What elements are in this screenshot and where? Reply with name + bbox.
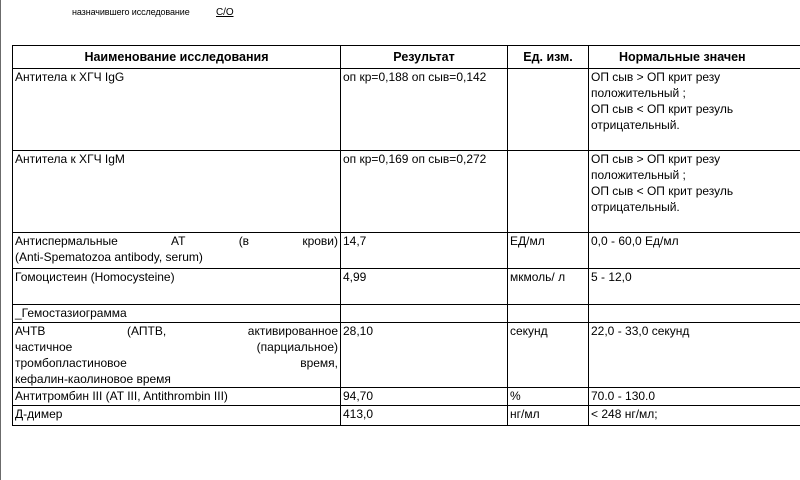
test-name-line: Антиспермальные АТ (в крови) bbox=[15, 234, 338, 248]
column-header-unit: Ед. изм. bbox=[508, 46, 589, 69]
test-name-line: (Anti-Spematozoa antibody, serum) bbox=[15, 250, 203, 264]
result-cell: 28,10 bbox=[341, 323, 508, 388]
test-name-line: Антитромбин III (AT III, Antithrombin III) bbox=[15, 389, 228, 403]
unit-cell: мкмоль/ л bbox=[508, 269, 589, 305]
test-name-line: АЧТВ (АПТВ, активированное bbox=[15, 324, 338, 338]
reference-line: 22,0 - 33,0 секунд bbox=[591, 324, 690, 338]
reference-cell bbox=[589, 151, 800, 233]
test-name-cell bbox=[13, 406, 341, 426]
page-left-edge bbox=[0, 0, 1, 480]
column-header-result: Результат bbox=[341, 46, 508, 69]
reference-line: < 248 нг/мл; bbox=[591, 407, 658, 421]
referral-value: С/О bbox=[216, 7, 234, 18]
reference-line: положительный ; bbox=[591, 86, 686, 100]
test-name-line: Антитела к ХГЧ IgM bbox=[15, 152, 125, 166]
result-cell: 14,7 bbox=[341, 233, 508, 269]
test-name-cell bbox=[13, 69, 341, 151]
reference-line: положительный ; bbox=[591, 168, 686, 182]
test-name-line: кефалин-каолиновое время bbox=[15, 372, 171, 386]
results-table bbox=[12, 45, 800, 426]
reference-line: ОП сыв < ОП крит резуль bbox=[591, 184, 734, 198]
table-row bbox=[13, 323, 800, 388]
table-row bbox=[13, 406, 800, 426]
test-name-line: _Гемостазиограмма bbox=[15, 306, 127, 320]
test-name-line: Д-димер bbox=[15, 407, 63, 421]
reference-cell bbox=[589, 69, 800, 151]
referral-note bbox=[72, 7, 234, 18]
result-cell: 94,70 bbox=[341, 388, 508, 406]
results-table-wrap bbox=[12, 45, 800, 480]
test-name-line: Антитела к ХГЧ IgG bbox=[15, 70, 125, 84]
reference-line: ОП сыв > ОП крит резу bbox=[591, 152, 721, 166]
reference-line: ОП сыв < ОП крит резуль bbox=[591, 102, 734, 116]
table-row bbox=[13, 69, 800, 151]
test-name-cell bbox=[13, 388, 341, 406]
result-cell: оп кр=0,188 оп сыв=0,142 bbox=[341, 69, 508, 151]
reference-cell bbox=[589, 233, 800, 269]
test-name-line: Гомоцистеин (Homocysteine) bbox=[15, 270, 175, 284]
result-cell: 413,0 bbox=[341, 406, 508, 426]
reference-cell bbox=[589, 323, 800, 388]
test-name-cell bbox=[13, 233, 341, 269]
unit-cell bbox=[508, 305, 589, 323]
reference-line: отрицательный. bbox=[591, 200, 680, 214]
unit-cell bbox=[508, 151, 589, 233]
reference-cell bbox=[589, 305, 800, 323]
table-row bbox=[13, 269, 800, 305]
test-name-cell bbox=[13, 323, 341, 388]
test-name-cell bbox=[13, 269, 341, 305]
unit-cell: ЕД/мл bbox=[508, 233, 589, 269]
referral-label: назначившего исследование bbox=[72, 7, 190, 17]
table-row bbox=[13, 305, 800, 323]
reference-line: 5 - 12,0 bbox=[591, 270, 632, 284]
test-name-cell bbox=[13, 305, 341, 323]
unit-cell bbox=[508, 69, 589, 151]
table-row bbox=[13, 151, 800, 233]
reference-line: отрицательный. bbox=[591, 118, 680, 132]
test-name-line: частичное (парциальное) bbox=[15, 340, 338, 354]
table-row bbox=[13, 233, 800, 269]
reference-line: ОП сыв > ОП крит резу bbox=[591, 70, 721, 84]
table-header-row bbox=[13, 46, 800, 69]
unit-cell: % bbox=[508, 388, 589, 406]
column-header-reference: Нормальные значен bbox=[589, 46, 800, 69]
reference-cell bbox=[589, 406, 800, 426]
table-row bbox=[13, 388, 800, 406]
unit-cell: секунд bbox=[508, 323, 589, 388]
test-name-cell bbox=[13, 151, 341, 233]
reference-line: 0,0 - 60,0 Ед/мл bbox=[591, 234, 679, 248]
result-cell: оп кр=0,169 оп сыв=0,272 bbox=[341, 151, 508, 233]
reference-line: 70.0 - 130.0 bbox=[591, 389, 656, 403]
result-cell bbox=[341, 305, 508, 323]
test-name-line: тромбопластиновое время, bbox=[15, 356, 338, 370]
unit-cell: нг/мл bbox=[508, 406, 589, 426]
result-cell: 4,99 bbox=[341, 269, 508, 305]
reference-cell bbox=[589, 269, 800, 305]
reference-cell bbox=[589, 388, 800, 406]
column-header-test-name: Наименование исследования bbox=[13, 46, 341, 69]
